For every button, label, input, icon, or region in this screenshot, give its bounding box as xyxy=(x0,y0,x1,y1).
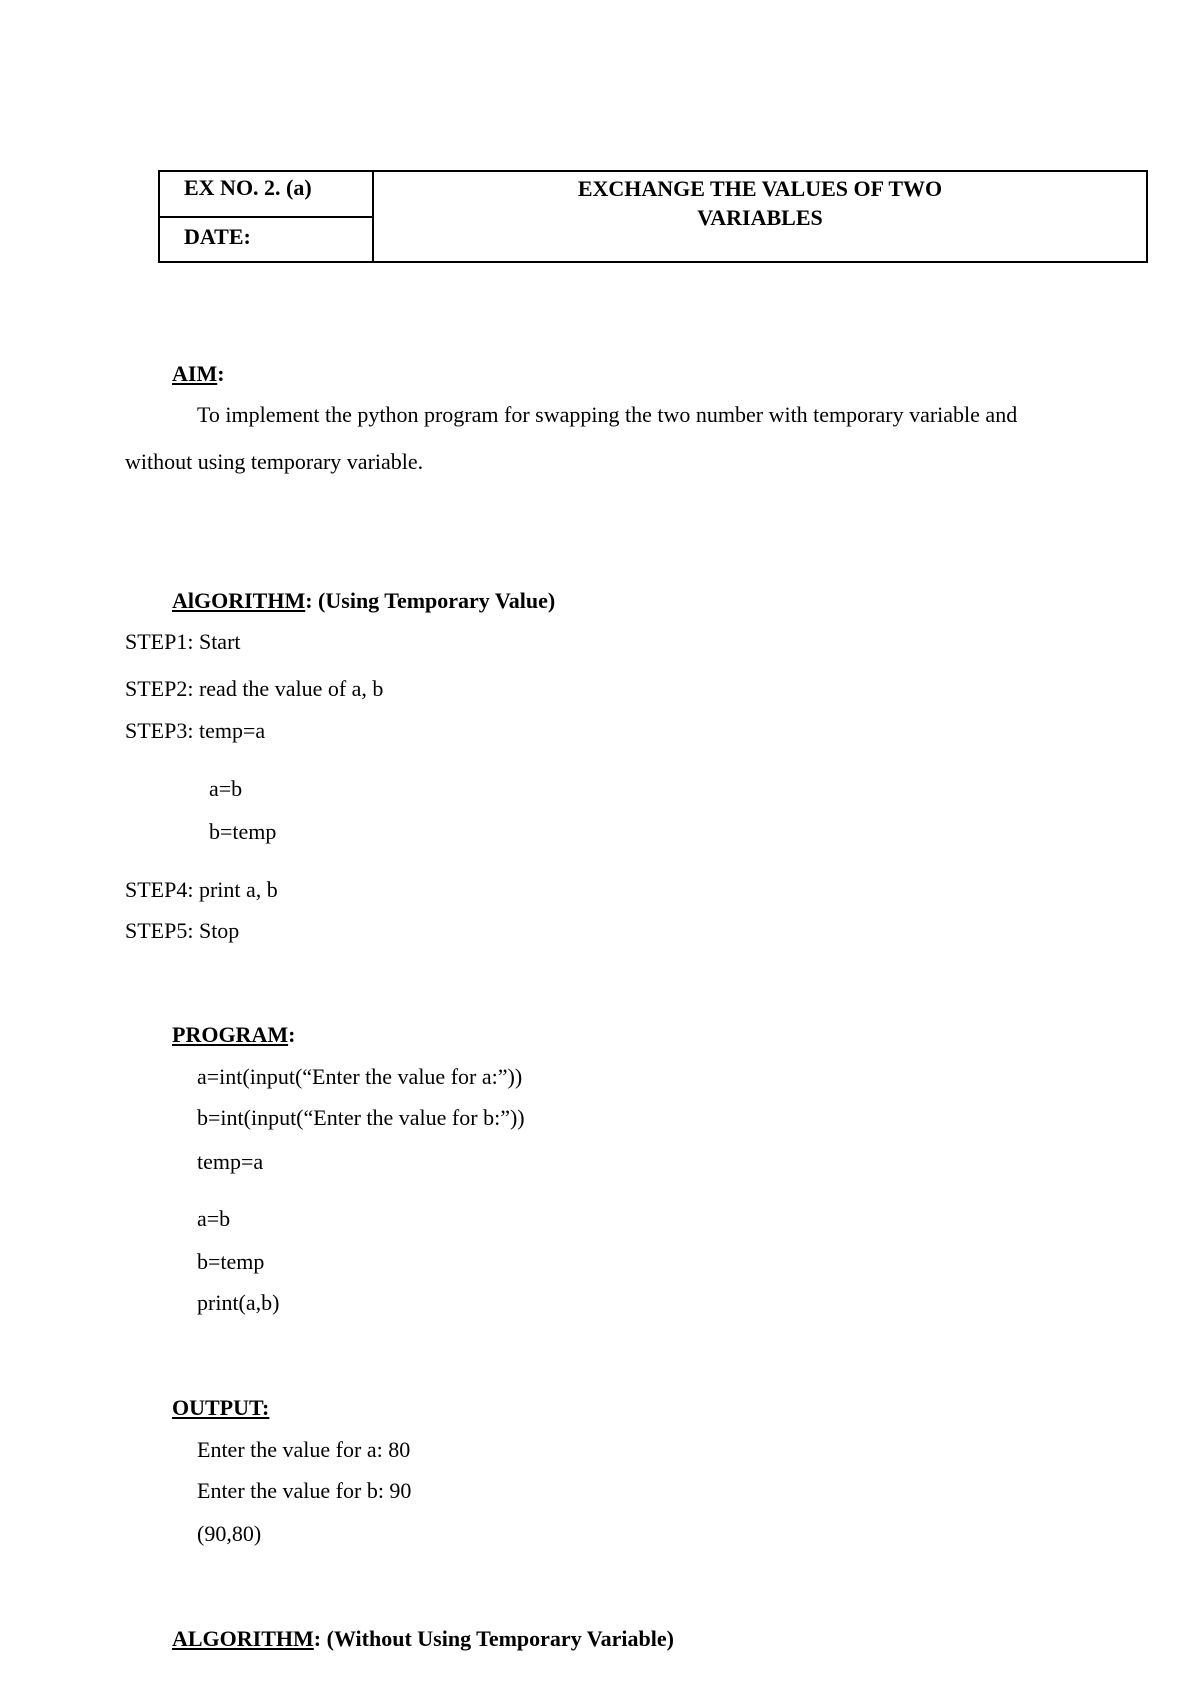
title-line-1: EXCHANGE THE VALUES OF TWO xyxy=(577,176,943,201)
header-exno-cell xyxy=(160,172,372,218)
algorithm1-heading: AlGORITHM: (Using Temporary Value) xyxy=(172,588,556,613)
date-label: DATE: xyxy=(184,224,251,249)
exercise-title xyxy=(374,174,1146,232)
algorithm1-step-4: STEP4: print a, b xyxy=(125,877,278,902)
aim-heading: AIM: xyxy=(172,361,225,386)
output-line-1: Enter the value for a: 80 xyxy=(197,1437,411,1462)
program-line-5: b=temp xyxy=(197,1249,265,1274)
algorithm1-step-5: STEP5: Stop xyxy=(125,918,240,943)
title-line-2: VARIABLES xyxy=(697,205,823,230)
output-line-3: (90,80) xyxy=(197,1521,262,1546)
program-heading: PROGRAM: xyxy=(172,1022,296,1047)
header-table xyxy=(158,170,1148,263)
algorithm1-step-3a: a=b xyxy=(209,776,243,801)
algorithm1-step-3b: b=temp xyxy=(209,819,277,844)
aim-text-line-1: To implement the python program for swapping the two number with temporary variable and xyxy=(197,402,1018,427)
output-line-2: Enter the value for b: 90 xyxy=(197,1478,412,1503)
program-line-1: a=int(input(“Enter the value for a:”)) xyxy=(197,1064,523,1089)
program-line-4: a=b xyxy=(197,1206,231,1231)
output-heading: OUTPUT: xyxy=(172,1395,270,1420)
header-left-column xyxy=(160,172,374,261)
algorithm2-heading: ALGORITHM: (Without Using Temporary Variable) xyxy=(172,1626,674,1651)
algorithm1-step-1: STEP1: Start xyxy=(125,629,241,654)
aim-text-line-2: without using temporary variable. xyxy=(125,449,424,474)
program-line-3: temp=a xyxy=(197,1149,264,1174)
algorithm1-step-2: STEP2: read the value of a, b xyxy=(125,676,384,701)
program-line-2: b=int(input(“Enter the value for b:”)) xyxy=(197,1105,525,1130)
algorithm1-step-3: STEP3: temp=a xyxy=(125,718,266,743)
program-line-6: print(a,b) xyxy=(197,1290,280,1315)
exercise-number: EX NO. 2. (a) xyxy=(184,175,312,200)
